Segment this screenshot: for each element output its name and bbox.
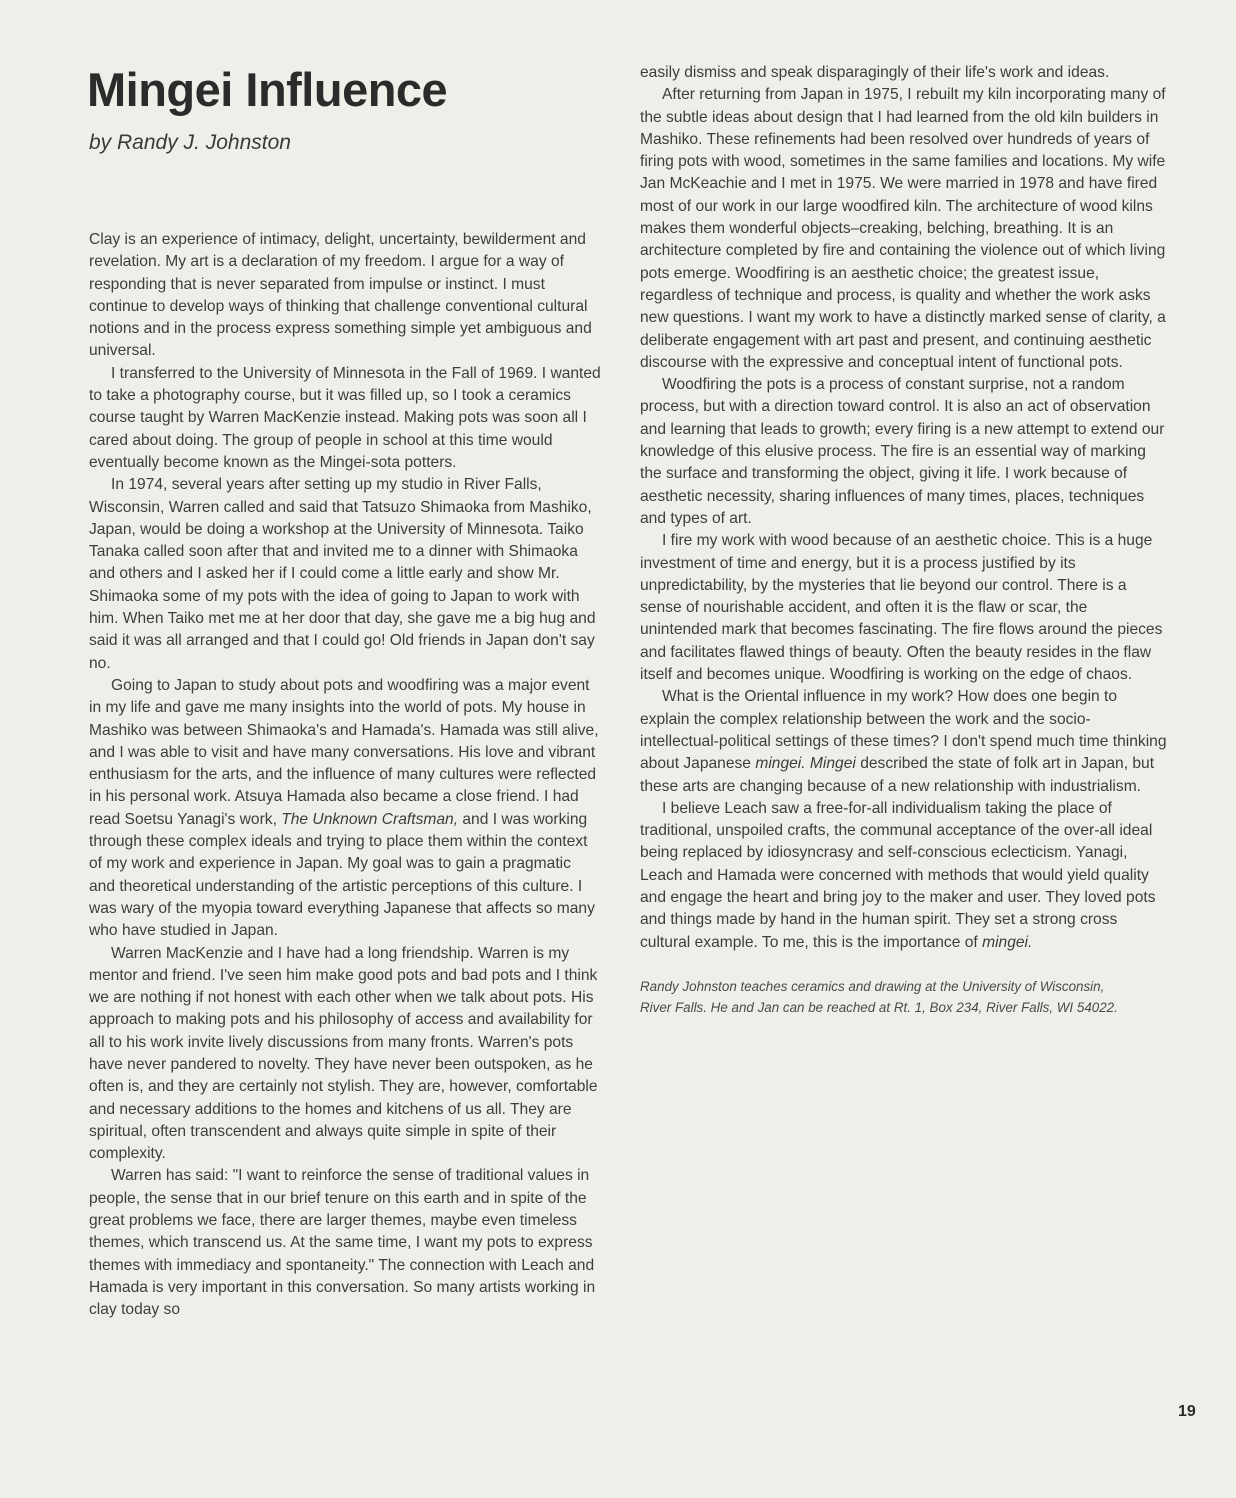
paragraph-text: described the state of folk art in Japan, but these arts are changing because of a new relationship with industrialism. — [640, 755, 1155, 795]
paragraph-text: I believe Leach saw a free-for-all individualism taking the place of traditional, unspoiled crafts, the communal acceptance of the over-all ideal being replaced by idiosyncrasy and self-conscious eclecticism. Yanagi, Leach and Hamada were concerned with methods that would yield quality and engage the heart and bring joy to the maker and user. They loved pots and things made by hand in the human spirit. They set a strong cross cultural example. To me, this is the importance of — [640, 799, 1156, 951]
paragraph — [89, 675, 601, 943]
paragraph — [640, 798, 1168, 954]
paragraph: easily dismiss and speak disparagingly of their life's work and ideas. — [640, 64, 1110, 81]
paragraph: After returning from Japan in 1975, I rebuilt my kiln incorporating many of the subtle ideas about design that I had learned from the old kiln builders in Mashiko. These refinements had been resolved over hundreds of years of firing pots with wood, sometimes in the same families and locations. My wife Jan McKeachie and I met in 1975. We were married in 1978 and have fired most of our work in our large woodfired kiln. The architecture of wood kilns makes them wonderful objects–creaking, belching, breathing. It is an architecture completed by fire and containing the violence out of which living pots emerge. Woodfiring is an aesthetic choice; the greatest issue, regardless of technique and process, is quality and whether the work asks new questions. I want my work to have a distinctly marked sense of clarity, a deliberate engagement with art past and present, and continuing aesthetic discourse with the expressive and conceptual intent of functional pots. — [640, 86, 1166, 371]
book-title: The Unknown Craftsman, — [281, 810, 459, 828]
emphasis: mingei. Mingei — [755, 755, 856, 773]
paragraph-text: Going to Japan to study about pots and woodfiring was a major event in my life and gave me many insights into the world of pots. My house in Mashiko was between Shimaoka's and Hamada's. Hamada was still alive, and I was able to visit and have many conversations. His love and vibrant enthusiasm for the arts, and the influence of many cultures were reflected in his personal work. Atsuya Hamada also became a close friend. I had read Soetsu Yanagi's work, — [89, 676, 599, 828]
paragraph: I transferred to the University of Minnesota in the Fall of 1969. I wanted to take a photography course, but it was filled up, so I took a ceramics course taught by Warren MacKenzie instead. Making pots was soon all I cared about doing. The group of people in school at this time would eventually become known as the Mingei-sota potters. — [89, 364, 601, 471]
paragraph: Woodfiring the pots is a process of constant surprise, not a random process, but with a direction toward control. It is also an act of observation and learning that leads to growth; every firing is a new attempt to extend our knowledge of this elusive process. The fire is an essential way of marking the surface and transforming the object, giving it life. I work because of aesthetic necessity, sharing influences of many times, places, techniques and types of art. — [640, 376, 1165, 527]
paragraph-text: and I was working through these complex ideals and trying to place them within the context of my work and experience in Japan. My goal was to gain a pragmatic and theoretical understanding of the artistic perceptions of this culture. I was wary of the myopia toward everything Japanese that affects so many who have studied in Japan. — [89, 810, 595, 940]
paragraph: Warren MacKenzie and I have had a long friendship. Warren is my mentor and friend. I've seen him make good pots and bad pots and I think we are nothing if not honest with each other when we talk about pots. His approach to making pots and his philosophy of access and availability for all to his work invite lively discussions from many fronts. Warren's pots have never pandered to novelty. They have never been outspoken, as he often is, and they are certainly not stylish. They are, however, comfortable and necessary additions to the homes and kitchens of us all. They are spiritual, often transcendent and always quite simple in spite of their complexity. — [89, 944, 598, 1163]
emphasis: mingei. — [982, 933, 1033, 951]
left-column — [89, 229, 601, 1322]
paragraph: Clay is an experience of intimacy, delight, uncertainty, bewilderment and revelation. My art is a declaration of my freedom. I argue for a way of responding that is never separated from impulse or instinct. I must continue to develop ways of thinking that challenge conventional cultural notions and in the process express something simple yet ambiguous and universal. — [89, 231, 592, 360]
paragraph: Warren has said: "I want to reinforce the sense of traditional values in people, the sense that in our brief tenure on this earth and in spite of the great problems we face, there are larger themes, maybe even timeless themes, which transcend us. At the same time, I want my pots to express themes with immediacy and spontaneity." The connection with Leach and Hamada is very important in this conversation. So many artists working in clay today so — [89, 1167, 596, 1319]
article-title: Mingei Influence — [87, 63, 448, 116]
paragraph: I fire my work with wood because of an aesthetic choice. This is a huge investment of time and energy, but it is a process justified by its unpredictability, by the mysteries that lie beyond our control. There is a sense of nourishable accident, and often it is the flaw or scar, the unintended mark that becomes fascinating. The fire flows around the pieces and facilitates flawed things of beauty. Often the beauty resides in the flaw itself and becomes unique. Woodfiring is working on the edge of chaos. — [640, 532, 1163, 684]
page-number: 19 — [1178, 1403, 1196, 1420]
paragraph — [640, 686, 1168, 797]
right-column — [640, 62, 1168, 1018]
byline: by Randy J. Johnston — [89, 131, 291, 154]
paragraph-text: What is the Oriental influence in my work? How does one begin to explain the complex relationship between the work and the socio-intellectual-political settings of these times? I don't spend much time thinking about Japanese — [640, 688, 1167, 773]
paragraph: In 1974, several years after setting up my studio in River Falls, Wisconsin, Warren called and said that Tatsuzo Shimaoka from Mashiko, Japan, would be doing a workshop at the University of Minnesota. Taiko Tanaka called soon after that and invited me to a dinner with Shimaoka and others and I asked her if I could come a little early and show Mr. Shimaoka some of my pots with the idea of going to Japan to work with him. When Taiko met me at her door that day, she gave me a big hug and said it was all arranged and that I could go! Old friends in Japan don't say no. — [89, 476, 596, 672]
author-bio: Randy Johnston teaches ceramics and drawing at the University of Wisconsin, River Falls. He and Jan can be reached at Rt. 1, Box 234, River Falls, WI 54022. — [640, 978, 1118, 1015]
